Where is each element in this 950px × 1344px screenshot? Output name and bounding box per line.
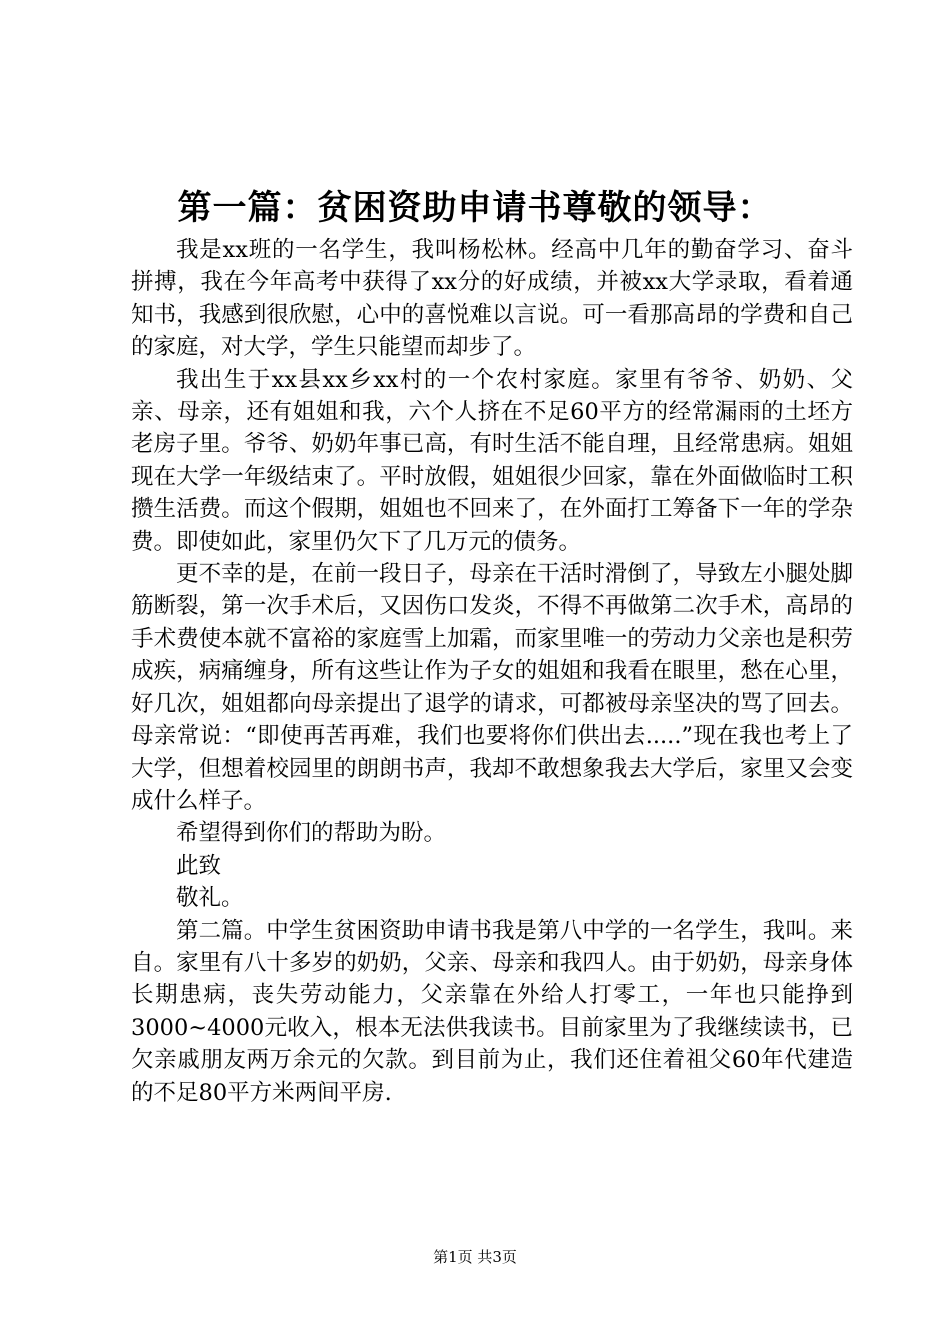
- document-body: [131, 234, 853, 1109]
- paragraph-5: 第二篇。中学生贫困资助申请书我是第八中学的一名学生，我叫。来自。家里有八十多岁的奶奶，父亲、母亲和我四人。由于奶奶，母亲身体长期患病，丧失劳动能力，父亲靠在外给人打零工，一年也只能挣到3000~4000元收入，根本无法供我读书。目前家里为了我继续读书，已欠亲戚朋友两万余元的欠款。到目前为止，我们还住着祖父60年代建造的不足80平方米两间平房.: [131, 917, 853, 1106]
- paragraph-2: 我出生于xx县xx乡xx村的一个农村家庭。家里有爷爷、奶奶、父亲、母亲，还有姐姐和我，六个人挤在不足60平方的经常漏雨的土坯方老房子里。爷爷、奶奶年事已高，有时生活不能自理，且经常患病。姐姐现在大学一年级结束了。平时放假，姐姐很少回家，靠在外面做临时工积攒生活费。而这个假期，姐姐也不回来了，在外面打工筹备下一年的学杂费。即使如此，家里仍欠下了几万元的债务。: [131, 366, 853, 555]
- document-title: 第一篇：贫困资助申请书尊敬的领导：: [177, 188, 773, 228]
- paragraph-4: 希望得到你们的帮助为盼。: [176, 820, 447, 847]
- closing-regards: 敬礼。: [176, 885, 244, 912]
- paragraph-3: 更不幸的是，在前一段日子，母亲在干活时滑倒了，导致左小腿处脚筋断裂，第一次手术后，又因伤口发炎，不得不再做第二次手术，高昂的手术费使本就不富裕的家庭雪上加霜，而家里唯一的劳动力父亲也是积劳成疾，病痛缠身，所有这些让作为子女的姐姐和我看在眼里，愁在心里，好几次，姐姐都向母亲提出了退学的请求，可都被母亲坚决的骂了回去。母亲常说：“即使再苦再难，我们也要将你们供出去.....”现在我也考上了大学，但想着校园里的朗朗书声，我却不敢想象我去大学后，家里又会变成什么样子。: [131, 561, 853, 814]
- page-number-footer: 第1页 共3页: [433, 1248, 517, 1266]
- closing-salutation: 此致: [176, 852, 222, 879]
- paragraph-1: 我是xx班的一名学生，我叫杨松林。经高中几年的勤奋学习、奋斗拼搏，我在今年高考中获得了xx分的好成绩，并被xx大学录取，看着通知书，我感到很欣慰，心中的喜悦难以言说。可一看那高昂的学费和自己的家庭，对大学，学生只能望而却步了。: [131, 237, 853, 361]
